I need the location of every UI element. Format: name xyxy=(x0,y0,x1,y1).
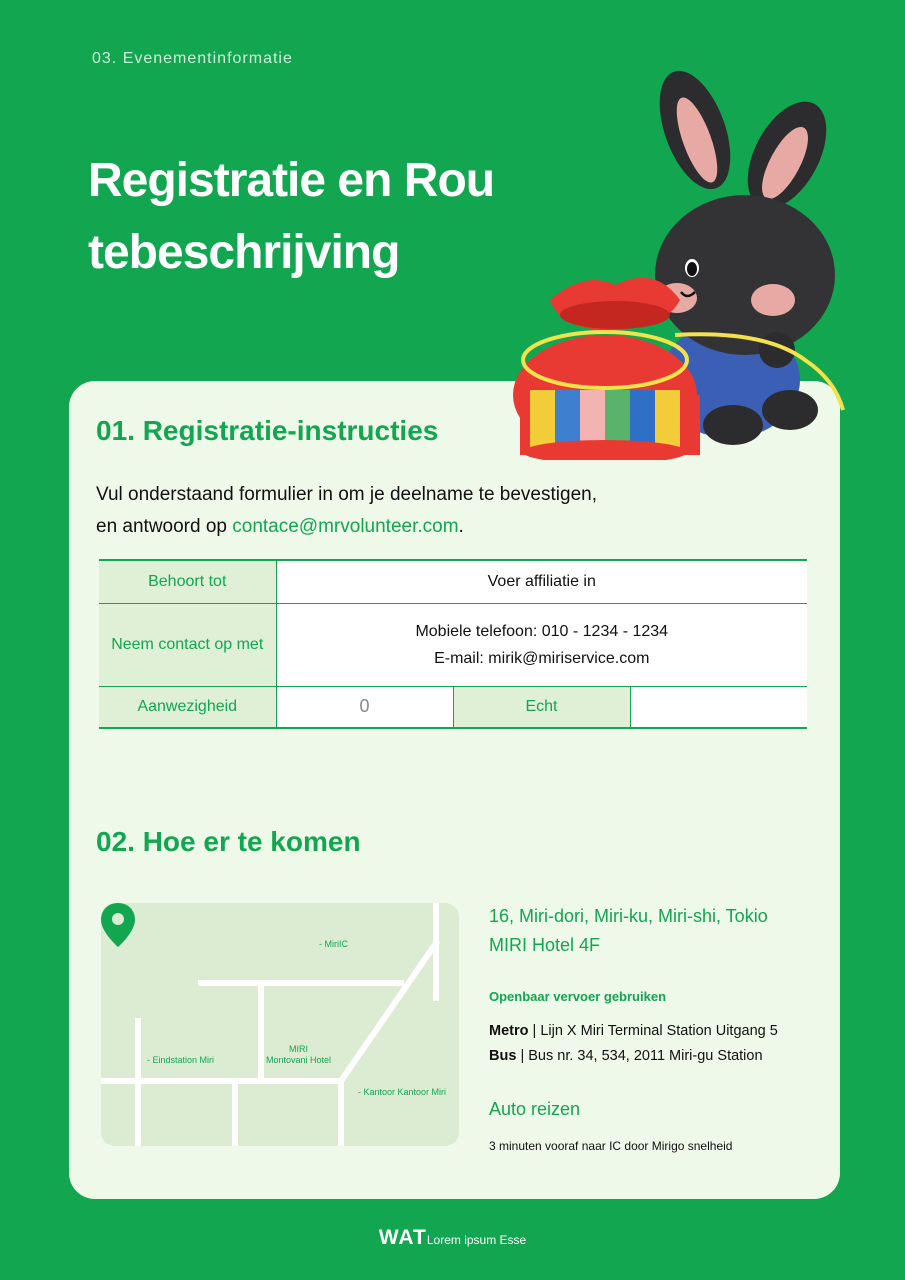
registration-table xyxy=(99,559,807,729)
contact-value xyxy=(276,603,807,686)
directions-heading: 02. Hoe er te komen xyxy=(96,826,361,857)
section-label: 03. Evenementinformatie xyxy=(92,50,293,67)
contact-phone: Mobiele telefoon: 010 - 1234 - 1234 xyxy=(415,622,669,640)
affiliation-label: Behoort tot xyxy=(99,560,276,603)
map-label-office: - Kantoor Kantoor Miri xyxy=(358,1087,447,1097)
car-text: 3 minuten vooraf naar IC door Mirigo snelheid xyxy=(489,1139,733,1153)
map-label-hotel-line1: MIRI xyxy=(289,1044,308,1054)
metro-label: Metro xyxy=(489,1023,529,1039)
attendance-input[interactable]: 0 xyxy=(276,686,453,728)
footer-logo: WAT xyxy=(378,1226,427,1249)
intro-line-2-suffix: . xyxy=(458,516,464,537)
map-roads xyxy=(101,903,459,1146)
map-label-terminal: - Eindstation Miri xyxy=(147,1055,215,1065)
metro-row xyxy=(489,1019,778,1044)
transit-info xyxy=(489,1019,778,1069)
map-label-ic: - MiriIC xyxy=(319,939,348,949)
car-title: Auto reizen xyxy=(489,1099,581,1119)
intro-email-link[interactable]: contace@mrvolunteer.com xyxy=(232,516,459,537)
metro-text: Lijn X Miri Terminal Station Uitgang 5 xyxy=(540,1023,778,1039)
bus-label: Bus xyxy=(489,1048,517,1064)
affiliation-input[interactable]: Voer affiliatie in xyxy=(276,560,807,603)
map-label-hotel-line2: Montovani Hotel xyxy=(265,1055,332,1065)
real-input[interactable] xyxy=(630,686,807,728)
map-label-hotel xyxy=(261,1044,336,1066)
rabbit-mascot-illustration xyxy=(505,60,850,460)
registration-heading: 01. Registratie-instructies xyxy=(96,415,439,446)
address xyxy=(489,902,768,960)
location-map[interactable] xyxy=(101,903,459,1146)
transit-title: Openbaar vervoer gebruiken xyxy=(489,989,667,1004)
intro-line-1: Vul onderstaand formulier in om je deelname te bevestigen, xyxy=(96,484,597,505)
contact-email: E-mail: mirik@miriservice.com xyxy=(434,649,650,667)
bus-row xyxy=(489,1044,778,1069)
intro-line-2-prefix: en antwoord op xyxy=(96,516,233,537)
location-pin-icon xyxy=(101,903,135,947)
contact-label: Neem contact op met xyxy=(99,603,276,686)
address-line-1: 16, Miri-dori, Miri-ku, Miri-shi, Tokio xyxy=(489,906,768,926)
footer xyxy=(0,1226,905,1250)
attendance-label: Aanwezigheid xyxy=(99,686,276,728)
bus-separator: | xyxy=(520,1048,525,1064)
real-label: Echt xyxy=(453,686,630,728)
metro-separator: | xyxy=(532,1023,537,1039)
address-line-2: MIRI Hotel 4F xyxy=(489,935,601,955)
page-title: Registratie en Routebeschrijving xyxy=(88,154,495,279)
bus-text: Bus nr. 34, 534, 2011 Miri-gu Station xyxy=(528,1048,763,1064)
registration-intro xyxy=(96,479,716,543)
footer-tagline: Lorem ipsum Esse xyxy=(426,1233,527,1247)
